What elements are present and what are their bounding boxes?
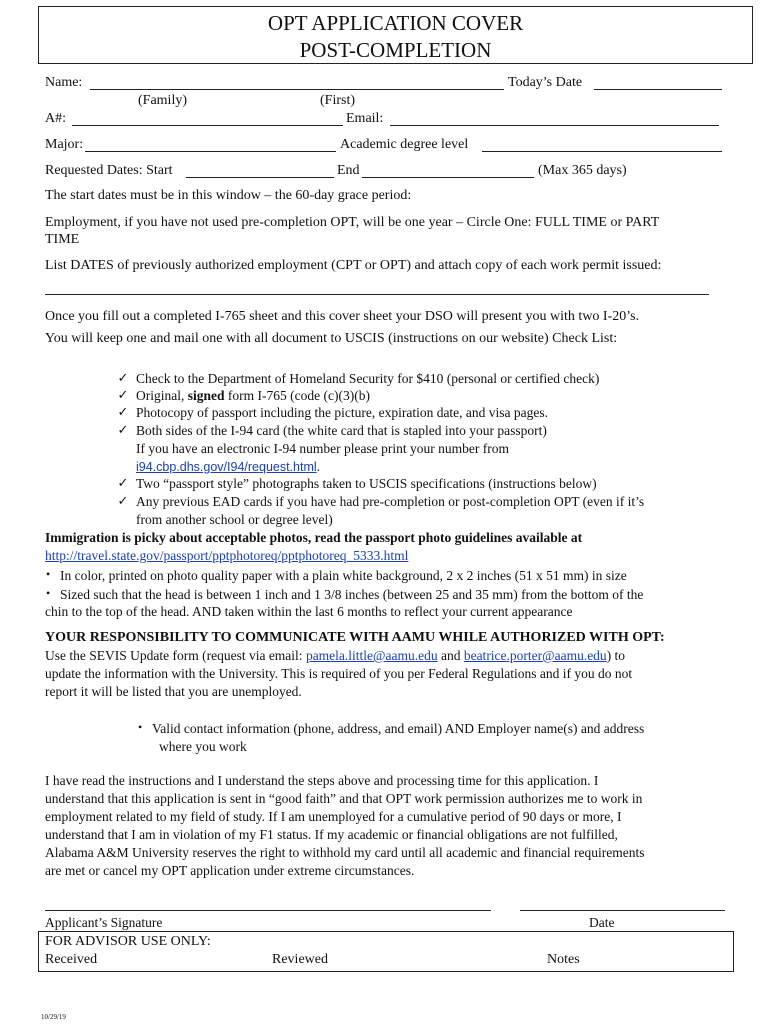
checklist-item-i765 [136, 387, 370, 404]
statement-line-5: Alabama A&M University reserves the right to withhold my card until all academic and financial requirements [45, 845, 645, 860]
email-link-pamela[interactable]: pamela.little@aamu.edu [305, 648, 438, 663]
signature-date-field[interactable] [520, 910, 725, 911]
statement-line-1: I have read the instructions and I understand the steps above and processing time for this application. I [45, 773, 599, 788]
photo-requirement-color: In color, printed on photo quality paper with a plain white background, 2 x 2 inches (51 x 51 mm) in size [60, 568, 627, 583]
degree-level-field[interactable] [482, 151, 722, 152]
a-number-label: A#: [45, 111, 66, 126]
todays-date-label: Today’s Date [508, 75, 583, 90]
employment-line-1: Employment, if you have not used pre-completion OPT, will be one year – Circle One: FULL TIME or PART [45, 215, 660, 230]
check-icon: ✓ [117, 422, 129, 437]
i94-link[interactable]: i94.cbp.dhs.gov/I94/request.html [136, 460, 317, 474]
statement-line-2: understand that this application is sent in “good faith” and that OPT work permission authorizes me to work in [45, 791, 643, 806]
todays-date-field[interactable] [594, 89, 722, 90]
photo-guidelines-heading: Immigration is picky about acceptable photos, read the passport photo guidelines available at [45, 530, 583, 545]
advisor-notes[interactable]: Notes [547, 952, 580, 967]
statement-line-6: are met or cancel my OPT application under extreme circumstances. [45, 863, 415, 878]
photo-guidelines-link-row [45, 547, 408, 564]
statement-line-4: understand that I am in violation of my F1 status. If my academic or financial obligations are not fulfilled, [45, 827, 618, 842]
bullet-icon: • [46, 586, 51, 600]
contact-info-requirement-cont: where you work [159, 739, 247, 754]
end-date-field[interactable] [362, 177, 534, 178]
email-field[interactable] [390, 125, 719, 126]
name-field[interactable] [90, 89, 504, 90]
contact-info-requirement: Valid contact information (phone, address, and email) AND Employer name(s) and address [152, 721, 645, 736]
checklist-item-ead: Any previous EAD cards if you have had pre-completion or post-completion OPT (even if it’s [136, 494, 645, 509]
statement-line-3: employment related to my field of study. If I am unemployed for a cumulative period of 90 days or more, I [45, 809, 622, 824]
checklist-item-i765-post: form I-765 (code (c)(3)(b) [224, 388, 370, 403]
checklist-item-passport: Photocopy of passport including the picture, expiration date, and visa pages. [136, 405, 549, 420]
form-title-box [38, 6, 753, 64]
form-title-line2: POST-COMPLETION [299, 38, 492, 62]
max-days-note: (Max 365 days) [538, 163, 627, 178]
sevis-update-post: ) to [606, 648, 626, 663]
advisor-reviewed[interactable]: Reviewed [272, 952, 328, 967]
employment-line-2: TIME [45, 232, 80, 247]
photo-requirement-size-cont: chin to the top of the head. AND taken within the last 6 months to reflect your current appearance [45, 604, 573, 619]
photo-requirement-size: Sized such that the head is between 1 inch and 1 3/8 inches (between 25 and 35 mm) from the bottom of the [60, 587, 644, 602]
checklist-item-ead-cont: from another school or degree level) [136, 512, 333, 527]
bullet-icon: • [138, 720, 143, 734]
check-icon: ✓ [117, 493, 129, 508]
advisor-use-box [38, 931, 734, 972]
sevis-update-line [45, 647, 625, 664]
checklist-item-photos: Two “passport style” photographs taken to USCIS specifications (instructions below) [136, 476, 597, 491]
sevis-update-line-3: report it will be listed that you are unemployed. [45, 684, 302, 699]
grace-period-note: The start dates must be in this window – the 60-day grace period: [45, 188, 412, 203]
degree-level-label: Academic degree level [340, 137, 469, 152]
start-date-field[interactable] [186, 177, 334, 178]
previous-employment-label: List DATES of previously authorized employment (CPT or OPT) and attach copy of each work permit issued: [45, 258, 662, 273]
i94-link-period: . [316, 459, 321, 474]
requested-start-label: Requested Dates: Start [45, 163, 173, 178]
major-label: Major: [45, 137, 84, 152]
previous-employment-field[interactable] [45, 294, 709, 295]
check-icon: ✓ [117, 387, 129, 402]
sevis-and: and [437, 648, 464, 663]
end-date-label: End [337, 163, 360, 178]
advisor-received[interactable]: Received [45, 952, 98, 967]
family-label: (Family) [138, 93, 187, 108]
checklist-item-i94: Both sides of the I-94 card (the white card that is stapled into your passport) [136, 423, 547, 438]
sevis-update-pre: Use the SEVIS Update form (request via email: [45, 648, 306, 663]
email-label: Email: [346, 111, 384, 126]
first-label: (First) [320, 93, 355, 108]
signed-emphasis: signed [187, 388, 225, 403]
photo-guidelines-link[interactable]: http://travel.state.gov/passport/pptphotoreq/pptphotoreq_5333.html [45, 548, 409, 563]
checklist-item-i94-link-row [136, 458, 320, 476]
bullet-icon: • [46, 567, 51, 581]
i765-note: Once you fill out a completed I-765 sheet and this cover sheet your DSO will present you with two I-20’s. [45, 309, 640, 324]
form-title-line1: OPT APPLICATION COVER [267, 11, 524, 35]
checklist-item-payment: Check to the Department of Homeland Security for $410 (personal or certified check) [136, 371, 600, 386]
check-icon: ✓ [117, 475, 129, 490]
check-icon: ✓ [117, 404, 129, 419]
major-field[interactable] [85, 151, 336, 152]
applicant-signature-field[interactable] [45, 910, 491, 911]
checklist-item-i94-electronic: If you have an electronic I-94 number please print your number from [136, 441, 509, 456]
check-icon: ✓ [117, 370, 129, 385]
revision-date: 10/29/19 [41, 1013, 66, 1021]
signature-date-label: Date [589, 915, 615, 930]
responsibility-heading: YOUR RESPONSIBILITY TO COMMUNICATE WITH AAMU WHILE AUTHORIZED WITH OPT: [45, 630, 665, 645]
name-label: Name: [45, 75, 83, 90]
a-number-field[interactable] [72, 125, 343, 126]
applicant-signature-label: Applicant’s Signature [45, 915, 163, 930]
sevis-update-line-2: update the information with the University. This is required of you per Federal Regulations and if you do not [45, 666, 633, 681]
advisor-heading: FOR ADVISOR USE ONLY: [45, 934, 211, 949]
email-link-beatrice[interactable]: beatrice.porter@aamu.edu [463, 648, 607, 663]
mail-instructions: You will keep one and mail one with all document to USCIS (instructions on our website) Check List: [45, 331, 618, 346]
checklist-item-i765-pre: Original, [136, 388, 188, 403]
